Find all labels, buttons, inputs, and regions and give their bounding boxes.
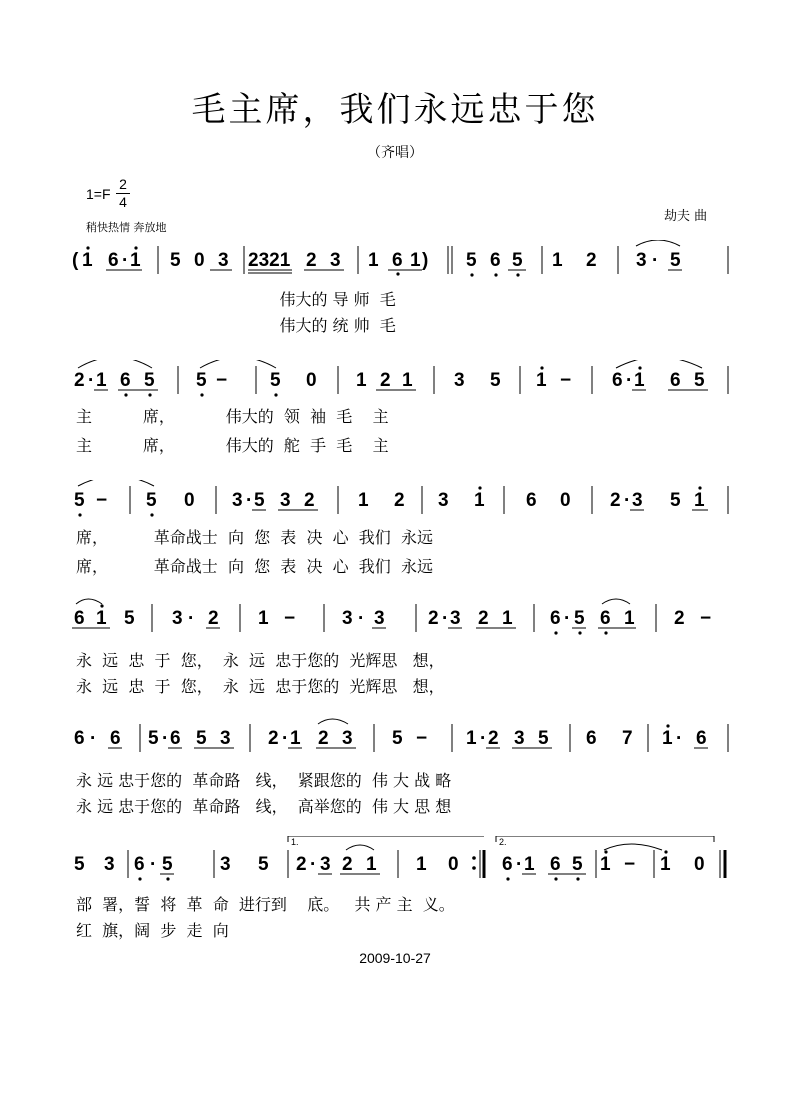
note-glyph: 5: [392, 728, 403, 749]
note-glyph: ·: [246, 490, 253, 511]
note-glyph: 1: [552, 250, 563, 271]
note-glyph: 6: [170, 728, 181, 749]
octave-dot: [150, 513, 153, 516]
note-glyph: 6: [134, 854, 145, 875]
note-glyph: 5: [170, 250, 181, 271]
volta-1-label: 1.: [291, 837, 299, 847]
note-glyph: 5: [270, 370, 281, 391]
slur-mark: [200, 360, 276, 368]
note-glyph: 6: [526, 490, 537, 511]
note-glyph: 0: [448, 854, 459, 875]
composer-credit: 劫夫 曲: [664, 209, 708, 224]
note-glyph: 1: [130, 250, 141, 271]
lyric-verse-2: 伟大的 统 帅 毛: [76, 316, 396, 335]
note-glyph: 1: [466, 728, 477, 749]
note-glyph: 6: [502, 854, 513, 875]
note-glyph: 6: [108, 250, 119, 271]
note-glyph: 6: [490, 250, 501, 271]
note-glyph: 5: [196, 728, 207, 749]
octave-dot: [472, 856, 476, 860]
slur-mark: [636, 240, 680, 246]
note-glyph: 1: [624, 608, 635, 629]
note-glyph: 2: [394, 490, 405, 511]
note-glyph: 3: [330, 250, 341, 271]
lyric-verse-1: 永 远 忠于您的 革命路 线， 紧跟您的 伟 大 战 略: [76, 771, 452, 790]
note-glyph: 3: [220, 854, 231, 875]
octave-dot: [664, 850, 667, 853]
note-glyph: −: [624, 854, 636, 875]
note-glyph: 0: [560, 490, 571, 511]
slur-mark: [78, 480, 154, 486]
octave-dot: [540, 366, 543, 369]
slur-mark: [76, 599, 102, 604]
note-glyph: 1: [660, 854, 671, 875]
time-signature: [116, 176, 130, 211]
note-glyph: 1: [536, 370, 547, 391]
slur-mark: [616, 360, 702, 368]
date-stamp: 2009-10-27: [359, 950, 431, 966]
note-glyph: 2: [306, 250, 317, 271]
note-glyph: 5: [572, 854, 583, 875]
note-glyph: 1: [416, 854, 427, 875]
note-glyph: 6: [74, 728, 85, 749]
note-glyph: 5: [490, 370, 501, 391]
note-glyph: 5: [148, 728, 159, 749]
octave-dot: [100, 604, 103, 607]
note-glyph: ·: [150, 854, 157, 875]
note-glyph: 1: [82, 250, 93, 271]
slur-mark: [602, 599, 630, 604]
notation-line-1: [70, 240, 735, 280]
note-glyph: 6: [550, 854, 561, 875]
note-glyph: ·: [162, 728, 169, 749]
note-glyph: −: [96, 490, 108, 511]
note-glyph: 5: [196, 370, 207, 391]
lyric-verse-2: 永 远 忠 于 您， 永 远 忠于您的 光辉思 想，: [76, 677, 445, 696]
note-glyph: 1: [96, 608, 107, 629]
note-glyph: ): [422, 250, 429, 271]
lyric-verse-1: 主 席， 伟大的 领 袖 毛 主: [76, 407, 389, 426]
note-glyph: −: [560, 370, 572, 391]
note-glyph: 3: [218, 250, 229, 271]
note-glyph: ·: [88, 370, 95, 391]
note-glyph: 3: [342, 608, 353, 629]
lyric-verse-2: 主 席， 伟大的 舵 手 毛 主: [76, 436, 389, 455]
note-glyph: 6: [392, 250, 403, 271]
note-glyph: 6: [110, 728, 121, 749]
note-glyph: 5: [74, 854, 85, 875]
note-glyph: 6: [120, 370, 131, 391]
note-glyph: 5: [162, 854, 173, 875]
slur-mark: [78, 360, 152, 368]
note-glyph: 5: [146, 490, 157, 511]
octave-dot: [148, 393, 151, 396]
lyric-verse-1: 伟大的 导 师 毛: [76, 290, 396, 309]
octave-dot: [494, 273, 497, 276]
note-glyph: 5: [694, 370, 705, 391]
octave-dot: [166, 877, 169, 880]
note-glyph: 6: [600, 608, 611, 629]
octave-dot: [138, 877, 141, 880]
lyric-verse-2: 红 旗，阔 步 走 向: [76, 921, 229, 940]
octave-dot: [78, 513, 81, 516]
octave-dot: [554, 877, 557, 880]
note-glyph: 5: [124, 608, 135, 629]
tempo-marking: 稍快热情 奔放地: [86, 221, 167, 234]
note-glyph: 1: [258, 608, 269, 629]
note-glyph: 2: [478, 608, 489, 629]
time-sig-top: 2: [119, 176, 127, 192]
octave-dot: [638, 366, 641, 369]
note-glyph: −: [216, 370, 228, 391]
octave-dot: [478, 486, 481, 489]
note-glyph: 5: [670, 490, 681, 511]
notation-line-4: [70, 598, 735, 638]
note-glyph: 6: [612, 370, 623, 391]
lyric-verse-1: 部 署，誓 将 革 命 进行到 底。 共 产 主 义。: [76, 895, 455, 914]
note-glyph: 3: [220, 728, 231, 749]
slur-mark: [318, 719, 348, 724]
note-glyph: 2: [318, 728, 329, 749]
octave-dot: [470, 273, 473, 276]
note-glyph: 2: [296, 854, 307, 875]
note-glyph: −: [416, 728, 428, 749]
note-glyph: (: [72, 250, 79, 271]
note-glyph: 1: [502, 608, 513, 629]
note-glyph: 5: [574, 608, 585, 629]
note-glyph: 3: [438, 490, 449, 511]
note-glyph: ·: [676, 728, 683, 749]
note-glyph: 1: [366, 854, 377, 875]
note-glyph: 3: [636, 250, 647, 271]
note-glyph: 6: [696, 728, 707, 749]
key-signature: 1=F: [86, 186, 111, 202]
note-glyph: 6: [74, 608, 85, 629]
note-glyph: 5: [466, 250, 477, 271]
note-glyph: ·: [624, 490, 631, 511]
note-glyph: 1: [600, 854, 611, 875]
note-glyph: 5: [144, 370, 155, 391]
note-glyph: 1: [356, 370, 367, 391]
note-glyph: 0: [194, 250, 205, 271]
octave-dot: [200, 393, 203, 396]
octave-dot: [274, 393, 277, 396]
note-glyph: 6: [586, 728, 597, 749]
slur-mark: [346, 845, 374, 850]
octave-dot: [554, 631, 557, 634]
lyric-verse-1: 永 远 忠 于 您， 永 远 忠于您的 光辉思 想，: [76, 651, 445, 670]
octave-dot: [396, 272, 399, 275]
note-glyph: 1: [634, 370, 645, 391]
octave-dot: [472, 866, 476, 870]
notation-line-3: [70, 480, 735, 520]
note-glyph: 5: [258, 854, 269, 875]
slur-mark: [604, 844, 662, 850]
octave-dot: [604, 850, 607, 853]
octave-dot: [516, 273, 519, 276]
volta-2-label: 2.: [499, 837, 507, 847]
note-glyph: 1: [368, 250, 379, 271]
octave-dot: [134, 246, 137, 249]
note-glyph: ·: [310, 854, 317, 875]
page-title: 毛主席，我们永远忠于您: [191, 90, 599, 130]
note-glyph: 3: [342, 728, 353, 749]
notation-line-2: [70, 360, 735, 400]
note-glyph: ·: [480, 728, 487, 749]
note-glyph: 3: [280, 490, 291, 511]
note-glyph: 2: [342, 854, 353, 875]
note-glyph: 1: [290, 728, 301, 749]
note-glyph: 5: [538, 728, 549, 749]
note-glyph: 3: [104, 854, 115, 875]
note-glyph: −: [700, 608, 712, 629]
note-glyph: ·: [626, 370, 633, 391]
note-glyph: 1: [96, 370, 107, 391]
note-glyph: 2: [586, 250, 597, 271]
note-glyph: 3: [632, 490, 643, 511]
octave-dot: [124, 393, 127, 396]
note-glyph: −: [284, 608, 296, 629]
note-glyph: 2: [674, 608, 685, 629]
note-glyph: 1: [524, 854, 535, 875]
note-glyph: 6: [670, 370, 681, 391]
note-glyph: 2321: [248, 250, 291, 271]
note-glyph: 1: [474, 490, 485, 511]
note-glyph: 1: [694, 490, 705, 511]
note-glyph: 3: [374, 608, 385, 629]
note-glyph: 2: [610, 490, 621, 511]
time-sig-bottom: 4: [116, 193, 130, 211]
note-glyph: ·: [90, 728, 97, 749]
note-glyph: 3: [454, 370, 465, 391]
octave-dot: [506, 877, 509, 880]
note-glyph: 1: [358, 490, 369, 511]
note-glyph: 2: [380, 370, 391, 391]
octave-dot: [666, 724, 669, 727]
note-glyph: 2: [488, 728, 499, 749]
octave-dot: [576, 877, 579, 880]
note-glyph: ·: [442, 608, 449, 629]
note-glyph: 1: [662, 728, 673, 749]
note-glyph: 2: [74, 370, 85, 391]
note-glyph: ·: [358, 608, 365, 629]
note-glyph: 7: [622, 728, 633, 749]
note-glyph: 5: [254, 490, 265, 511]
note-glyph: ·: [188, 608, 195, 629]
note-glyph: 1: [402, 370, 413, 391]
note-glyph: ·: [652, 250, 659, 271]
note-glyph: 2: [268, 728, 279, 749]
note-glyph: 2: [304, 490, 315, 511]
note-glyph: 6: [550, 608, 561, 629]
note-glyph: 3: [232, 490, 243, 511]
note-glyph: ·: [564, 608, 571, 629]
note-glyph: 5: [670, 250, 681, 271]
note-glyph: 5: [512, 250, 523, 271]
notation-line-6: [70, 836, 735, 886]
note-glyph: ·: [516, 854, 523, 875]
octave-dot: [698, 486, 701, 489]
octave-dot: [578, 631, 581, 634]
note-glyph: 1: [410, 250, 421, 271]
note-glyph: 0: [694, 854, 705, 875]
note-glyph: ·: [282, 728, 289, 749]
note-glyph: 2: [428, 608, 439, 629]
performance-note: （齐唱）: [367, 145, 423, 161]
lyric-verse-2: 席， 革命战士 向 您 表 决 心 我们 永远: [76, 557, 433, 576]
note-glyph: 2: [208, 608, 219, 629]
note-glyph: 3: [172, 608, 183, 629]
octave-dot: [604, 631, 607, 634]
note-glyph: 0: [184, 490, 195, 511]
notation-line-5: [70, 718, 735, 758]
octave-dot: [86, 246, 89, 249]
note-glyph: 3: [450, 608, 461, 629]
note-glyph: 3: [320, 854, 331, 875]
lyric-verse-1: 席， 革命战士 向 您 表 决 心 我们 永远: [76, 528, 433, 547]
note-glyph: 0: [306, 370, 317, 391]
note-glyph: ·: [122, 250, 129, 271]
lyric-verse-2: 永 远 忠于您的 革命路 线， 高举您的 伟 大 思 想: [76, 797, 452, 816]
note-glyph: 3: [514, 728, 525, 749]
note-glyph: 5: [74, 490, 85, 511]
